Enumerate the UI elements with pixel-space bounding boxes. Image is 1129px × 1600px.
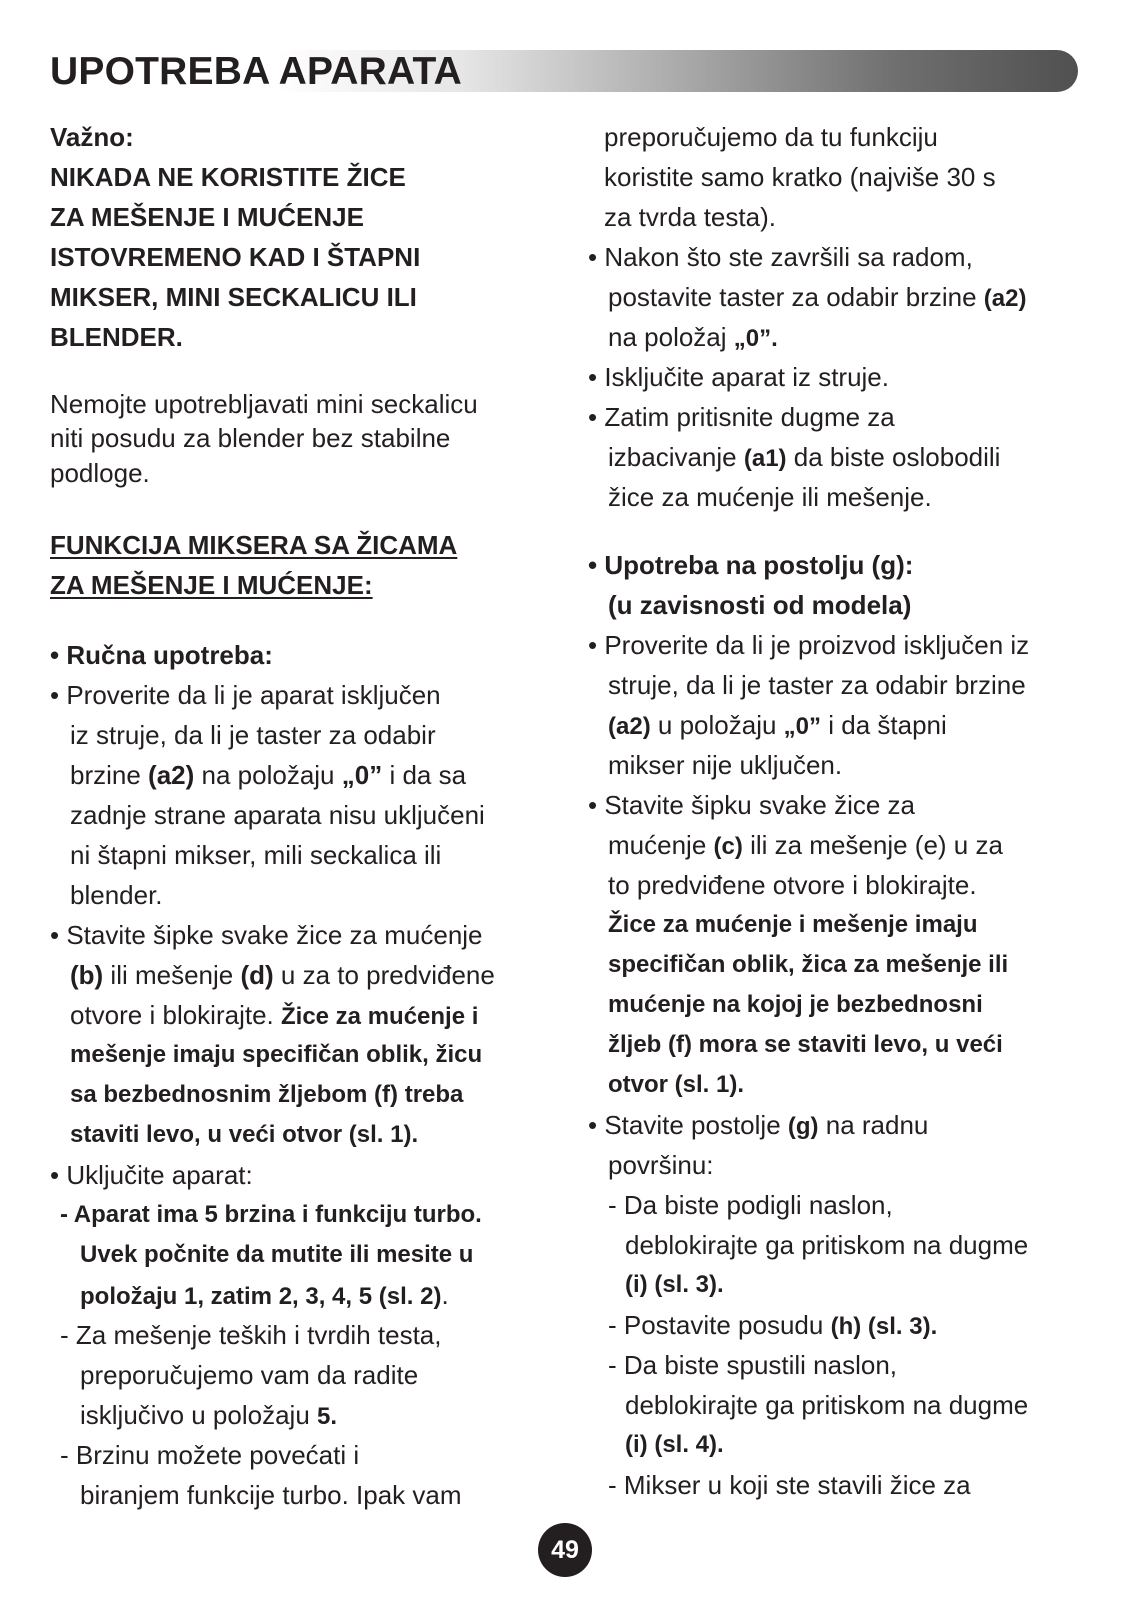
dash-line: - Da biste podigli naslon, [608, 1190, 893, 1220]
bullet-line: mešenje imaju specifičan oblik, žicu [70, 1040, 483, 1068]
warning-line: MIKSER, MINI SECKALICU ILI [50, 282, 417, 312]
note-line: niti posudu za blender bez stabilne [50, 423, 451, 454]
dash-line: položaju 1, zatim 2, 3, 4, 5 (sl. 2). [80, 1279, 449, 1310]
page-number-badge: 49 [538, 1523, 592, 1577]
bullet-line: Žice za mućenje i mešenje imaju [608, 911, 978, 938]
left-column [50, 117, 550, 1515]
stand-use-heading: • Upotreba na postolju (g): [588, 550, 914, 580]
bullet-line: • Proverite da li je proizvod isključen iz [588, 630, 1030, 660]
dash-line: preporučujemo vam da radite [80, 1359, 419, 1390]
bullet-line: zadnje strane aparata nisu uključeni [70, 799, 485, 830]
bullet-line: brzine (a2) na položaju „0” i da sa [70, 759, 467, 790]
bullet-line: • Stavite šipke svake žice za mućenje [50, 919, 483, 950]
bullet-line: žice za mućenje ili mešenje. [608, 482, 932, 512]
dash-line: - Mikser u koji ste stavili žice za [608, 1470, 971, 1500]
dash-line: isključivo u položaju 5. [80, 1399, 338, 1430]
bullet-line: na položaj „0”. [608, 322, 778, 352]
bullet-line: • Zatim pritisnite dugme za [588, 402, 895, 432]
continued-line: za tvrda testa). [604, 202, 776, 232]
section-title: ZA MEŠENJE I MUĆENJE: [50, 569, 373, 600]
bullet-line: mućenje na kojoj je bezbednosni [608, 991, 983, 1018]
note-line: Nemojte upotrebljavati mini seckalicu [50, 389, 478, 419]
note-line: podloge. [50, 457, 150, 488]
continued-line: koristite samo kratko (najviše 30 s [604, 162, 996, 192]
dash-line: - Postavite posudu (h) (sl. 3). [608, 1310, 938, 1340]
dash-line: (i) (sl. 4). [625, 1431, 724, 1458]
dash-line: - Aparat ima 5 brzina i funkciju turbo. [60, 1200, 482, 1228]
dash-line: - Brzinu možete povećati i [60, 1439, 360, 1470]
bullet-line: površinu: [608, 1150, 714, 1180]
warning-line: ISTOVREMENO KAD I ŠTAPNI [50, 242, 421, 272]
important-label: Važno: [50, 122, 134, 152]
bullet-line: • Stavite postolje (g) na radnu [588, 1110, 929, 1140]
bullet-line: struje, da li je taster za odabir brzine [608, 670, 1026, 700]
dash-line: - Da biste spustili naslon, [608, 1350, 898, 1380]
dash-line: (i) (sl. 3). [625, 1271, 724, 1298]
bullet-line: postavite taster za odabir brzine (a2) [608, 282, 1027, 312]
bullet-line: staviti levo, u veći otvor (sl. 1). [70, 1120, 419, 1148]
bullet-line: • Nakon što ste završili sa radom, [588, 242, 973, 272]
bullet-line: mućenje (c) ili za mešenje (e) u za [608, 830, 1003, 860]
dash-line: biranjem funkcije turbo. Ipak vam [80, 1479, 462, 1510]
bullet-line: to predviđene otvore i blokirajte. [608, 870, 977, 900]
bullet-line: blender. [70, 879, 163, 910]
warning-line: NIKADA NE KORISTITE ŽICE [50, 162, 406, 192]
page-title: UPOTREBA APARATA [50, 50, 462, 93]
bullet-line: specifičan oblik, žica za mešenje ili [608, 951, 1009, 978]
manual-use-heading: • Ručna upotreba: [50, 639, 273, 670]
right-column [588, 117, 1088, 1505]
bullet-line: iz struje, da li je taster za odabir [70, 719, 436, 750]
dash-line: deblokirajte ga pritiskom na dugme [625, 1390, 1029, 1420]
bullet-line: (a2) u položaju „0” i da štapni [608, 710, 947, 740]
bullet-line: izbacivanje (a1) da biste oslobodili [608, 442, 1001, 472]
bullet-line: sa bezbednosnim žljebom (f) treba [70, 1080, 464, 1108]
bullet-line: mikser nije uključen. [608, 750, 843, 780]
section-header-bar [50, 50, 1078, 92]
dash-line: - Za mešenje teških i tvrdih testa, [60, 1319, 442, 1350]
warning-line: BLENDER. [50, 322, 183, 352]
dash-line: Uvek počnite da mutite ili mesite u [80, 1240, 474, 1268]
bullet-line: • Stavite šipku svake žice za [588, 790, 916, 820]
warning-line: ZA MEŠENJE I MUĆENJE [50, 202, 364, 232]
bullet-line: • Uključite aparat: [50, 1159, 253, 1190]
bullet-line: otvore i blokirajte. Žice za mućenje i [70, 999, 479, 1030]
stand-use-subheading: (u zavisnosti od modela) [608, 590, 912, 620]
continued-line: preporučujemo da tu funkciju [604, 122, 938, 152]
bullet-line: žljeb (f) mora se staviti levo, u veći [608, 1031, 1003, 1058]
bullet-line: otvor (sl. 1). [608, 1071, 745, 1098]
bullet-line: • Proverite da li je aparat isključen [50, 679, 441, 710]
bullet-line: ni štapni mikser, mili seckalica ili [70, 839, 442, 870]
bullet-line: • Isključite aparat iz struje. [588, 362, 889, 392]
dash-line: deblokirajte ga pritiskom na dugme [625, 1230, 1029, 1260]
bullet-line: (b) ili mešenje (d) u za to predviđene [70, 959, 495, 990]
section-title: FUNKCIJA MIKSERA SA ŽICAMA [50, 529, 458, 560]
